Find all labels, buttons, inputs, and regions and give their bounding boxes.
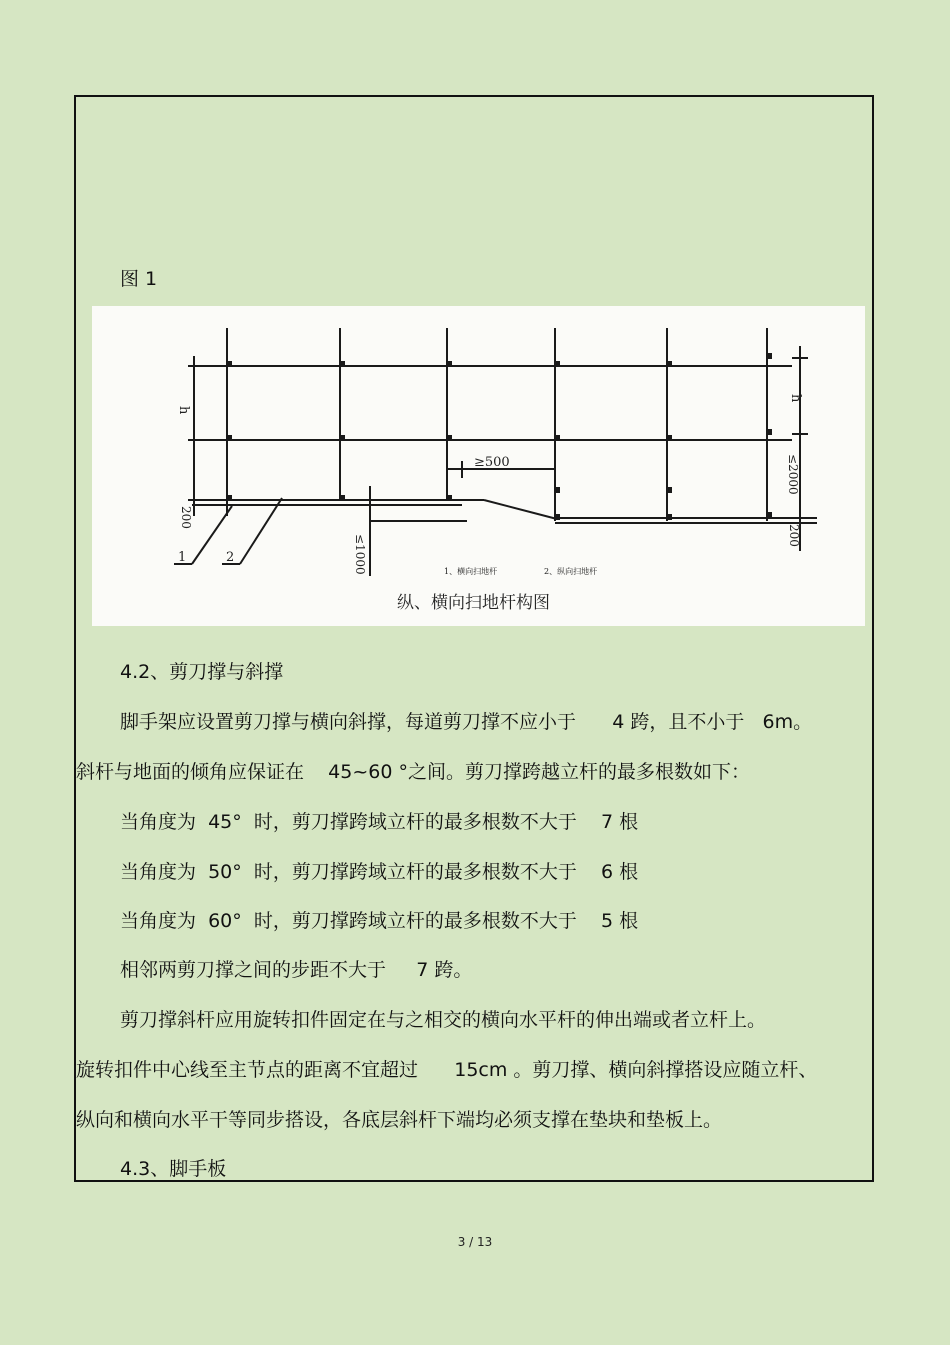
dim-le2000: ≤2000 xyxy=(786,454,800,495)
legend-1: 1、横向扫地杆 xyxy=(444,567,498,576)
step-distance-line: 相邻两剪刀撑之间的步距不大于 7 跨。 xyxy=(120,959,473,981)
angle-45-row: 当角度为 45° 时，剪刀撑跨域立杆的最多根数不大于 7 根 xyxy=(120,811,639,833)
figure-caption: 纵、横向扫地杆构图 xyxy=(397,593,550,613)
heading-4-3: 4.3、脚手板 xyxy=(120,1158,227,1180)
page-number: 3 / 13 xyxy=(457,1235,493,1249)
dim-h-right: h xyxy=(788,394,803,403)
legend-2: 2、纵向扫地杆 xyxy=(544,567,598,576)
dim-200-left: 200 xyxy=(179,506,193,529)
paragraph-2-line-3: 纵向和横向水平干等同步搭设，各底层斜杆下端均必须支撑在垫块和垫板上。 xyxy=(76,1109,723,1131)
angle-50-row: 当角度为 50° 时，剪刀撑跨域立杆的最多根数不大于 6 根 xyxy=(120,861,639,883)
angle-60-row: 当角度为 60° 时，剪刀撑跨域立杆的最多根数不大于 5 根 xyxy=(120,910,639,932)
scaffold-diagram xyxy=(92,306,865,626)
dim-h-left: h xyxy=(176,406,191,415)
paragraph-2-line-1: 剪刀撑斜杆应用旋转扣件固定在与之相交的横向水平杆的伸出端或者立杆上。 xyxy=(120,1009,767,1031)
paragraph-1-line-2: 斜杆与地面的倾角应保证在 45~60 °之间。剪刀撑跨越立杆的最多根数如下： xyxy=(76,761,750,783)
scaffold-figure xyxy=(92,306,865,626)
callout-1: 1 xyxy=(178,550,187,565)
dim-200-right: 200 xyxy=(787,524,801,547)
dim-ge500: ≥500 xyxy=(474,455,510,470)
callout-2: 2 xyxy=(226,550,235,565)
paragraph-2-line-2: 旋转扣件中心线至主节点的距离不宜超过 15cm 。剪刀撑、横向斜撑搭设应随立杆、 xyxy=(76,1059,818,1081)
heading-4-2: 4.2、剪刀撑与斜撑 xyxy=(120,661,284,683)
dim-le1000: ≤1000 xyxy=(353,534,367,575)
paragraph-1-line-1: 脚手架应设置剪刀撑与横向斜撑，每道剪刀撑不应小于 4 跨，且不小于 6m。 xyxy=(120,711,813,733)
figure-label: 图 1 xyxy=(120,268,158,290)
